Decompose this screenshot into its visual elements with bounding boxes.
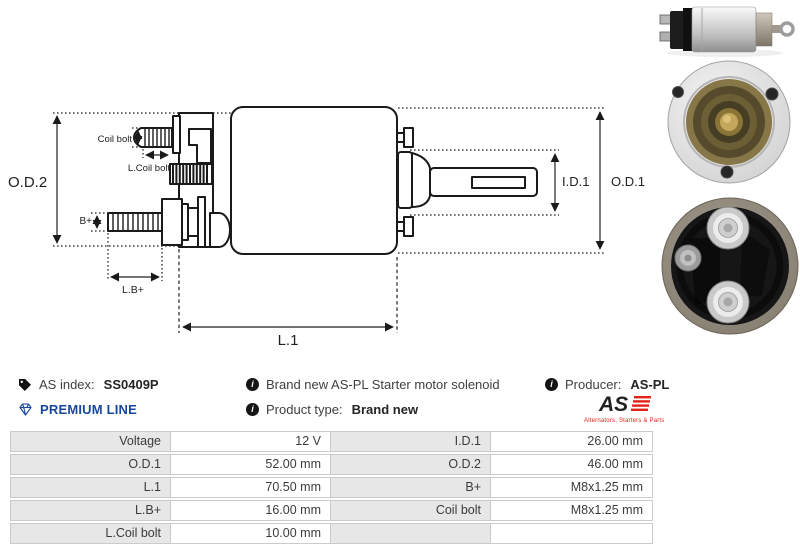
dim-label-l-b-plus: L.B+ <box>122 284 144 296</box>
spec-label-cell <box>330 523 491 544</box>
as-logo-icon <box>595 393 653 414</box>
info-icon: i <box>246 378 259 391</box>
table-row <box>10 431 653 452</box>
producer <box>545 376 669 393</box>
as-index <box>18 376 159 393</box>
spec-label-cell: O.D.1 <box>10 454 171 475</box>
dim-label-od2: O.D.2 <box>8 174 48 191</box>
spec-label-cell: I.D.1 <box>330 431 491 452</box>
as-index-value: SS0409P <box>103 377 159 392</box>
flange-hole-icon <box>673 87 684 98</box>
dim-label-od1: O.D.1 <box>611 174 645 189</box>
solenoid-front-photo[interactable] <box>668 61 790 183</box>
product-description <box>246 376 500 393</box>
shaft-taper <box>412 153 430 207</box>
spec-value-cell: 46.00 mm <box>490 454 653 475</box>
spec-value-cell: 10.00 mm <box>170 523 331 544</box>
table-row <box>10 523 653 544</box>
shaft-collar <box>398 152 412 208</box>
producer-label: Producer: <box>565 377 622 392</box>
shaft-slot <box>472 177 525 188</box>
as-pl-logo <box>584 393 664 424</box>
solenoid-rear-photo[interactable] <box>662 198 798 334</box>
solenoid-side-photo[interactable] <box>660 7 793 57</box>
b-plus-flange <box>198 197 205 247</box>
spec-table <box>10 431 653 546</box>
spec-value-cell: 52.00 mm <box>170 454 331 475</box>
product-type-label: Product type: <box>266 402 343 417</box>
spec-label-cell: L.1 <box>10 477 171 498</box>
product-type <box>246 401 418 418</box>
spec-value-cell: M8x1.25 mm <box>490 500 653 521</box>
as-index-label: AS index: <box>39 377 95 392</box>
diamond-icon <box>18 403 33 416</box>
b-plus-nut <box>162 199 182 245</box>
mount-tab-bottom <box>404 217 413 236</box>
b-plus-sleeve <box>188 208 198 236</box>
spec-label-cell: Coil bolt <box>330 500 491 521</box>
spec-value-cell: 16.00 mm <box>170 500 331 521</box>
mount-tab-top <box>404 128 413 147</box>
spec-label-cell: Voltage <box>10 431 171 452</box>
dim-label-id1: I.D.1 <box>562 174 590 189</box>
b-plus-bolt <box>108 213 162 231</box>
premium-line-label: PREMIUM LINE <box>40 402 138 417</box>
description-text: Brand new AS-PL Starter motor solenoid <box>266 377 500 392</box>
tag-icon <box>18 378 32 392</box>
as-logo-subtext: Alternators, Starters & Parts <box>584 418 665 424</box>
table-row <box>10 477 653 498</box>
producer-value: AS-PL <box>630 377 670 392</box>
spec-value-cell: M8x1.25 mm <box>490 477 653 498</box>
premium-line-badge <box>18 401 137 418</box>
dim-label-coil-bolt: Coil bolt <box>97 134 132 145</box>
spec-label-cell: B+ <box>330 477 491 498</box>
as-logo-text: AS <box>599 393 629 414</box>
table-row <box>10 500 653 521</box>
info-icon: i <box>246 403 259 416</box>
solenoid-body-outline <box>231 107 397 254</box>
flange-top-tab <box>173 116 180 153</box>
dim-label-l1: L.1 <box>277 332 299 349</box>
spec-value-cell: 26.00 mm <box>490 431 653 452</box>
product-photos <box>650 0 800 350</box>
spec-label-cell: L.B+ <box>10 500 171 521</box>
info-icon: i <box>545 378 558 391</box>
product-type-value: Brand new <box>351 402 419 417</box>
dim-label-l-coil-bolt: L.Coil bolt <box>127 163 171 174</box>
table-row <box>10 454 653 475</box>
terminal-boss <box>210 213 230 247</box>
spec-value-cell: 70.50 mm <box>170 477 331 498</box>
rear-bolt-icon <box>707 207 749 249</box>
spec-value-cell <box>490 523 653 544</box>
spec-label-cell: L.Coil bolt <box>10 523 171 544</box>
spec-label-cell: O.D.2 <box>330 454 491 475</box>
dim-label-b-plus: B+ <box>79 216 92 227</box>
spec-value-cell: 12 V <box>170 431 331 452</box>
